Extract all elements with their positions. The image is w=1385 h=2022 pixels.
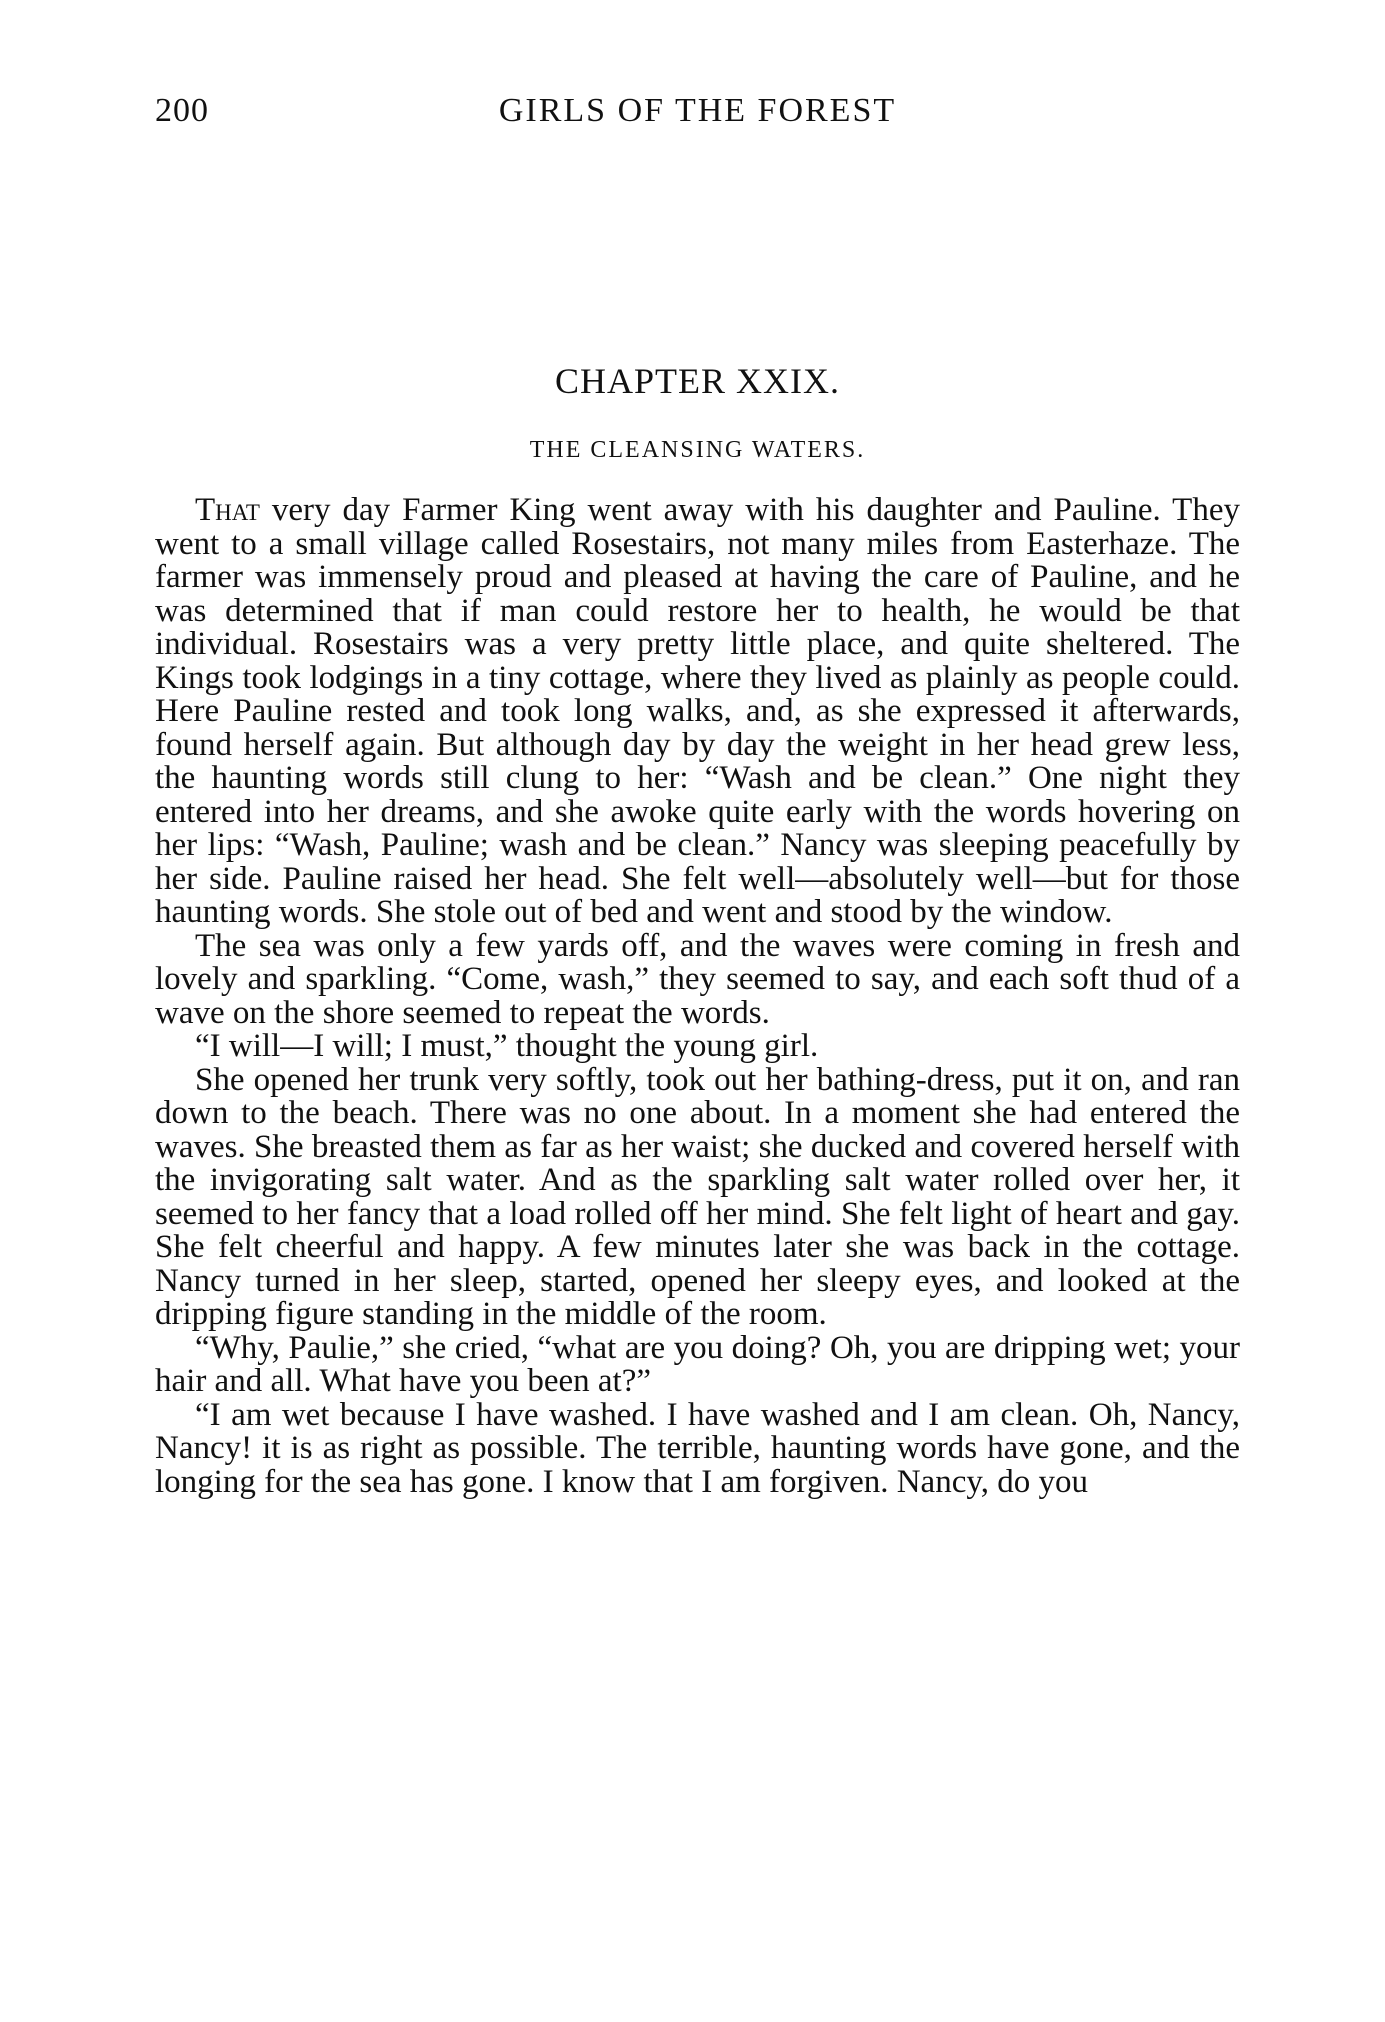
paragraph-text: very day Farmer King went away with his daughter and Pauline. They went to a small village called Rosestairs, not many miles from Easterhaze. The farmer was immensely proud and pleased at having the care of Pauline, and he was determined that if man could restore her to health, he would be that individual. Rosestairs was a very pretty little place, and quite sheltered. The Kings took lodgings in a tiny cottage, where they lived as plainly as people could. Here Pauline rested and took long walks, and, as she expressed it afterwards, found herself again. But although day by day the weight in her head grew less, the haunting words still clung to her: “Wash and be clean.” One night they entered into her dreams, and she awoke quite early with the words hovering on her lips: “Wash, Pauline; wash and be clean.” Nancy was sleeping peacefully by her side. Pauline raised her head. She felt well—absolutely well—but for those haunting words. She stole out of bed and went and stood by the window. [155, 492, 1240, 930]
paragraph-lead-word: That [195, 492, 260, 528]
chapter-subtitle: THE CLEANSING WATERS. [529, 437, 866, 463]
paragraph: “Why, Paulie,” she cried, “what are you doing? Oh, you are dripping wet; your hair and all. What have you been at?” [155, 1329, 1240, 1399]
running-title: GIRLS OF THE FOREST [498, 92, 897, 129]
body-text [155, 494, 1240, 1499]
paragraph: The sea was only a few yards off, and the waves were coming in fresh and lovely and sparkling. “Come, wash,” they seemed to say, and each soft thud of a wave on the shore seemed to repeat the words. [155, 927, 1240, 1031]
page-number: 200 [155, 92, 209, 129]
paragraph: She opened her trunk very softly, took out her bathing-dress, put it on, and ran down to the beach. There was no one about. In a moment she had entered the waves. She breasted them as far as her waist; she ducked and covered herself with the invigorating salt water. And as the sparkling salt water rolled over her, it seemed to her fancy that a load rolled off her mind. She felt light of heart and gay. She felt cheerful and happy. A few minutes later she was back in the cottage. Nancy turned in her sleep, started, opened her sleepy eyes, and looked at the dripping figure standing in the middle of the room. [155, 1061, 1240, 1332]
page-header [155, 92, 1240, 142]
paragraph [155, 494, 1240, 930]
chapter-title: CHAPTER XXIX. [554, 361, 840, 401]
paragraph: “I am wet because I have washed. I have washed and I am clean. Oh, Nancy, Nancy! it is as right as possible. The terrible, haunting words have gone, and the longing for the sea has gone. I know that I am forgiven. Nancy, do you [155, 1396, 1240, 1500]
paragraph: “I will—I will; I must,” thought the young girl. [195, 1028, 819, 1064]
